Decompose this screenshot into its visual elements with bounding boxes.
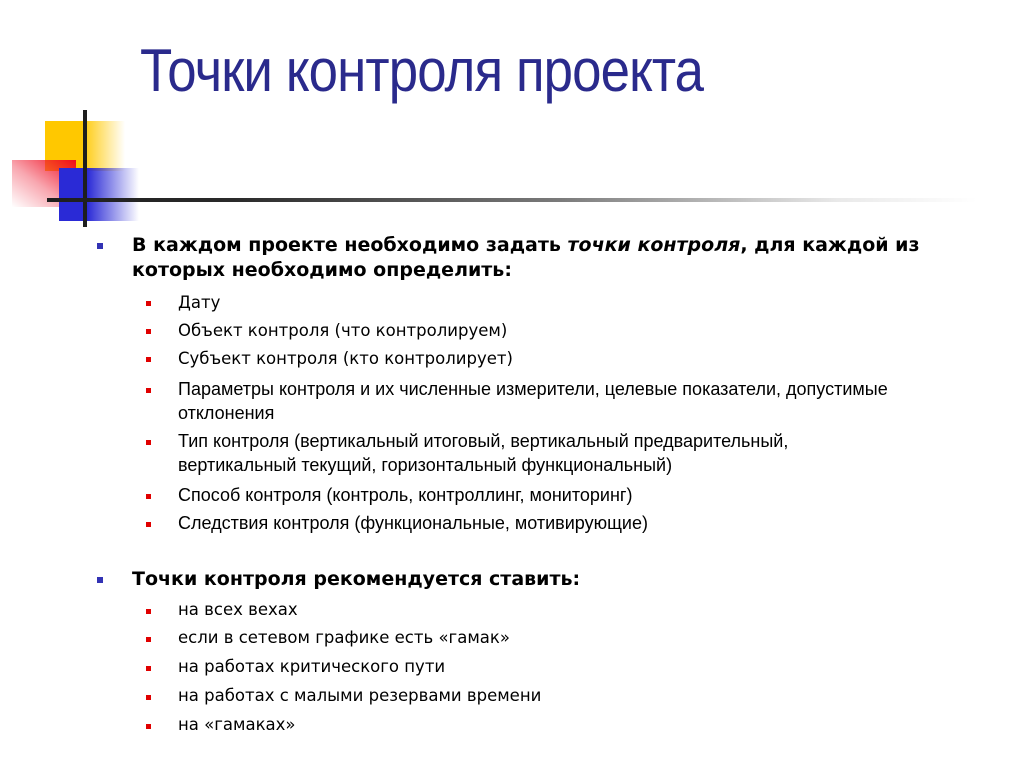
bullet-square-icon bbox=[146, 637, 151, 642]
list-item: на работах с малыми резервами времени bbox=[178, 686, 542, 705]
list-item: на работах критического пути bbox=[178, 657, 446, 676]
heading-emphasis: точки контроля bbox=[567, 234, 741, 256]
bullet-square-icon bbox=[146, 666, 151, 671]
bullet-square-icon bbox=[146, 522, 151, 527]
bullet-square-icon bbox=[146, 724, 151, 729]
bullet-square-icon bbox=[146, 388, 151, 393]
list-item: на «гамаках» bbox=[178, 715, 296, 734]
blue-square-decoration bbox=[59, 168, 139, 221]
list-item: Тип контроля (вертикальный итоговый, вертикальный предварительный, вертикальный текущий, горизонтальный функциональный) bbox=[178, 431, 789, 475]
list-item: Способ контроля (контроль, контроллинг, мониторинг) bbox=[178, 485, 633, 505]
section-heading-1 bbox=[132, 233, 992, 283]
bullet-square-icon bbox=[146, 609, 151, 614]
bullet-square-icon bbox=[146, 301, 151, 306]
list-item: Субъект контроля (кто контролирует) bbox=[178, 349, 513, 368]
bullet-square-icon bbox=[146, 695, 151, 700]
bullet-square-icon bbox=[97, 577, 103, 583]
vertical-line-decoration bbox=[83, 110, 87, 227]
bullet-square-icon bbox=[146, 494, 151, 499]
list-item: Дату bbox=[178, 293, 221, 312]
bullet-square-icon bbox=[146, 357, 151, 362]
bullet-square-icon bbox=[146, 440, 151, 445]
slide-title: Точки контроля проекта bbox=[140, 37, 704, 104]
list-item: Параметры контроля и их численные измерители, целевые показатели, допустимые отклонения bbox=[178, 379, 888, 423]
list-item: если в сетевом графике есть «гамак» bbox=[178, 628, 510, 647]
bullet-square-icon bbox=[97, 243, 103, 249]
list-item: Следствия контроля (функциональные, мотивирующие) bbox=[178, 513, 648, 533]
bullet-square-icon bbox=[146, 329, 151, 334]
list-item: на всех вехах bbox=[178, 600, 298, 619]
heading-text: , для каждой из которых необходимо определить: bbox=[132, 234, 920, 281]
title-underline-divider bbox=[47, 198, 977, 202]
list-item: Объект контроля (что контролируем) bbox=[178, 321, 508, 340]
section-heading-2: Точки контроля рекомендуется ставить: bbox=[132, 568, 581, 590]
heading-text: В каждом проекте необходимо задать bbox=[132, 234, 568, 256]
